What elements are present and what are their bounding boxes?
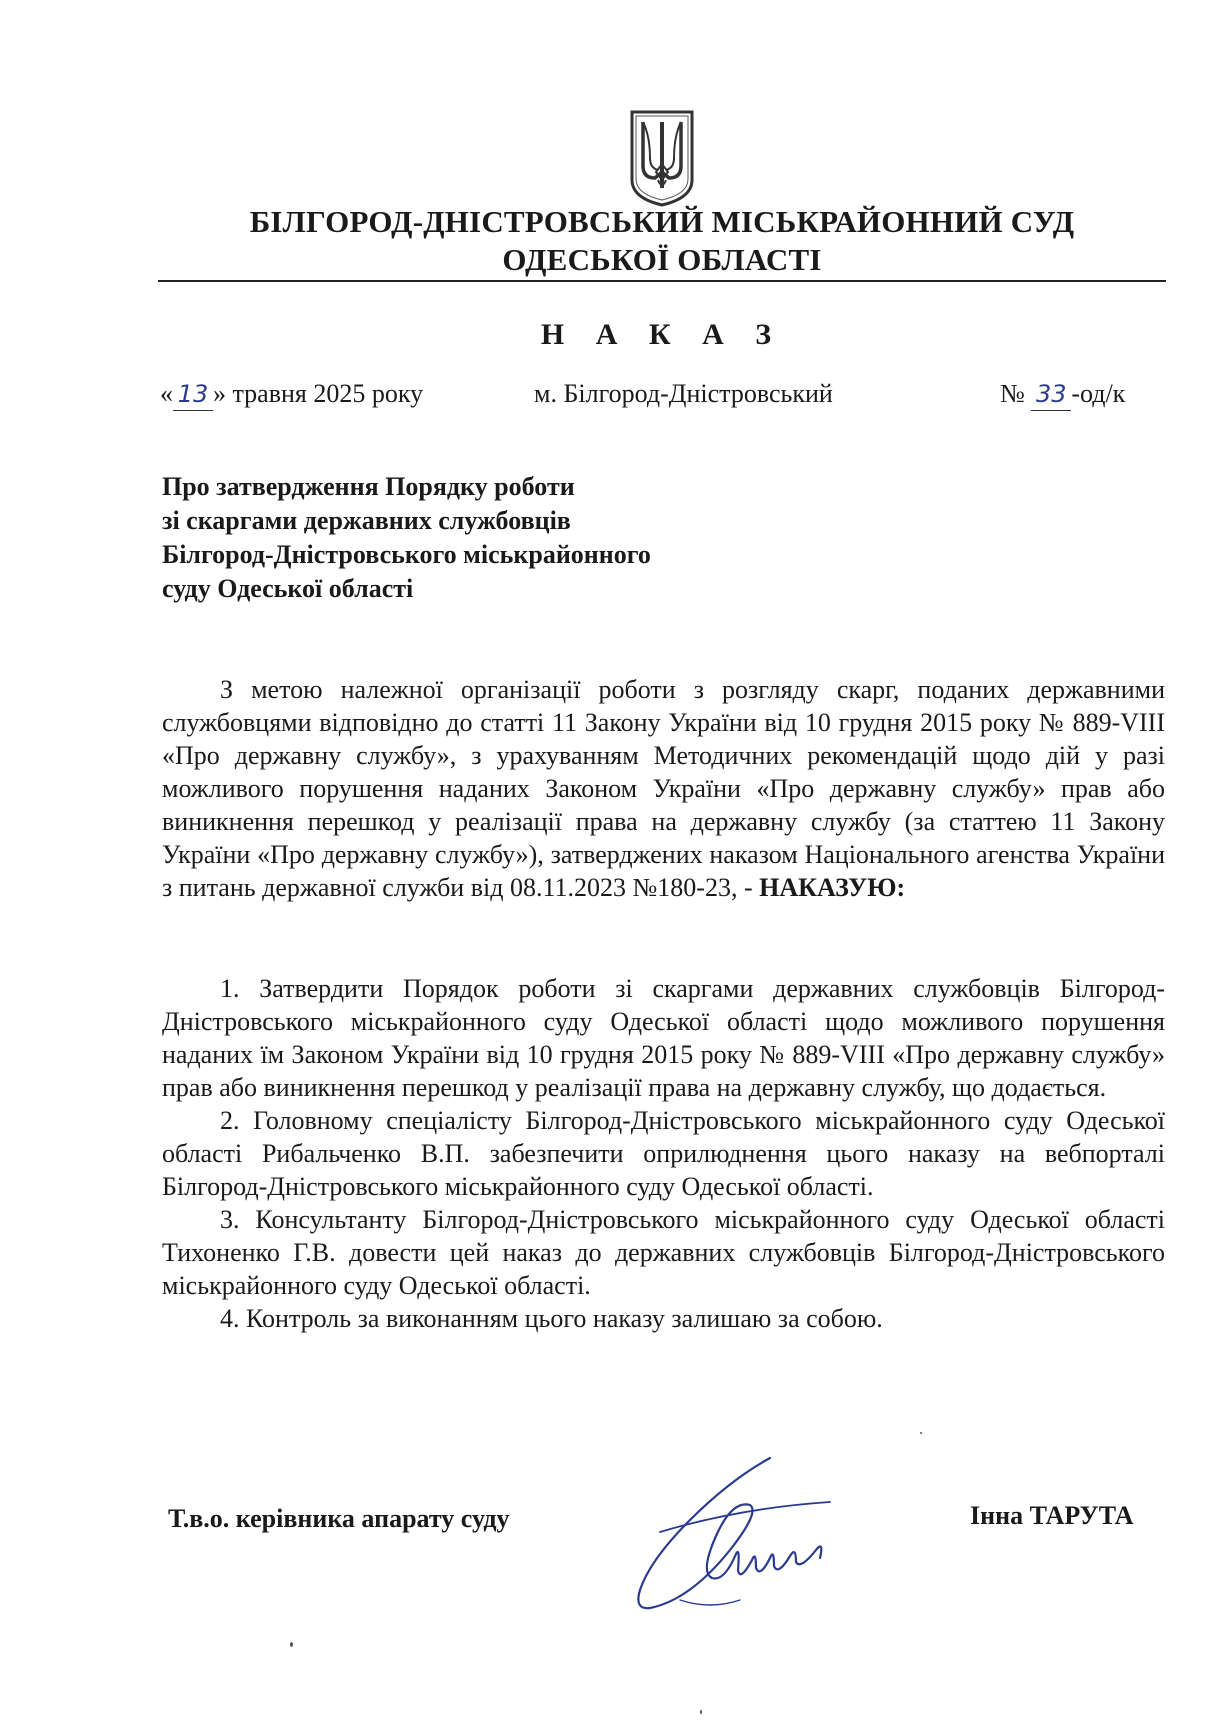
court-name-line1: БІЛГОРОД-ДНІСТРОВСЬКИЙ МІСЬКРАЙОННИЙ СУД	[249, 204, 1075, 239]
order-number	[1000, 378, 1125, 411]
order-point-2: 2. Головному спеціалісту Білгород-Дністровського міськрайонного суду Одеської області Рибальченко В.П. забезпечити оприлюднення цього наказу на вебпорталі Білгород-Дністровського міськрайонного суду Одеської області.	[162, 1106, 1165, 1201]
order-date	[160, 378, 423, 411]
decree-word: НАКАЗУЮ:	[759, 873, 906, 902]
signatory-position: Т.в.о. керівника апарату суду	[168, 1504, 510, 1533]
court-name-line2: ОДЕСЬКОЇ ОБЛАСТІ	[502, 242, 822, 277]
handwritten-signature	[620, 1450, 880, 1620]
handwritten-day: 13	[173, 378, 213, 411]
scan-speck	[920, 1432, 922, 1434]
order-title	[162, 470, 762, 606]
document-type: Н А К А З	[540, 318, 784, 351]
number-prefix: №	[1000, 379, 1025, 408]
order-title-line: Білгород-Дністровського міськрайонного	[162, 540, 651, 569]
order-points	[162, 972, 1165, 1335]
tryzub-coat-of-arms-icon	[628, 108, 696, 208]
court-name	[158, 203, 1166, 279]
handwritten-number: 33	[1031, 378, 1071, 411]
date-month-year: » травня 2025 року	[213, 379, 424, 408]
order-title-line: Про затвердження Порядку роботи	[162, 472, 575, 501]
scan-speck	[700, 1710, 702, 1714]
order-title-line: зі скаргами державних службовців	[162, 506, 571, 535]
signatory-name: Інна ТАРУТА	[970, 1501, 1134, 1530]
order-point-1: 1. Затвердити Порядок роботи зі скаргами державних службовців Білгород-Дністровського міськрайонного суду Одеської області щодо можливого порушення наданих їм Законом України від 10 грудня 2015 року № 889-VIII «Про державну службу» прав або виникнення перешкод у реалізації права на державну службу, що додається.	[162, 974, 1165, 1102]
order-point-3: 3. Консультанту Білгород-Дністровського міськрайонного суду Одеської області Тихоненко Г.В. довести цей наказ до державних службовців Білгород-Дністровського міськрайонного суду Одеської області.	[162, 1205, 1165, 1300]
scan-speck	[290, 1642, 293, 1647]
order-city: м. Білгород-Дністровський	[534, 379, 833, 408]
intro-paragraph	[162, 673, 1165, 904]
header-divider	[158, 280, 1166, 282]
order-point-4: 4. Контроль за виконанням цього наказу залишаю за собою.	[220, 1304, 883, 1333]
date-open-quote: «	[160, 379, 173, 408]
number-suffix: -од/к	[1071, 379, 1126, 408]
intro-text: З метою належної організації роботи з розгляду скарг, поданих державними службовцями відповідно до статті 11 Закону України від 10 грудня 2015 року № 889-VIII «Про державну службу», з урахуванням Методичних рекомендацій щодо дій у разі можливого порушення наданих Законом України «Про державну службу» прав або виникнення перешкод у реалізації права на державну службу (за статтею 11 Закону України «Про державну службу»), затверджених наказом Національного агенства України з питань державної служби від 08.11.2023 №180-23, -	[162, 675, 1165, 902]
order-title-line: суду Одеської області	[162, 574, 414, 603]
